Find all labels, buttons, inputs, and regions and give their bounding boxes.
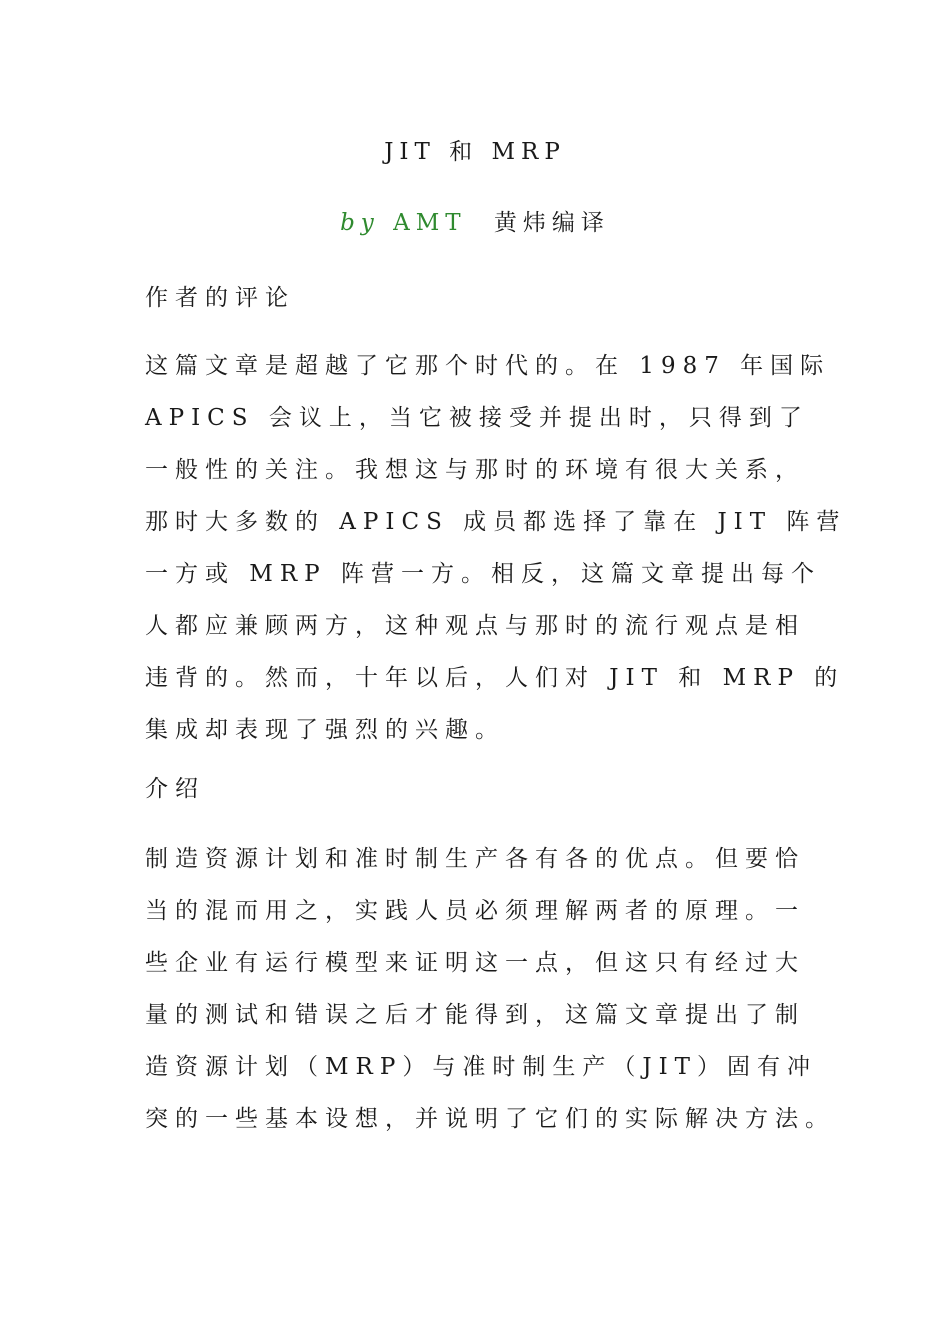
- paragraph-line: 当的混而用之，实践人员必须理解两者的原理。一: [145, 898, 805, 924]
- byline-by: by: [340, 210, 380, 236]
- document-title: JIT 和 MRP: [384, 139, 566, 165]
- paragraph-author-comment: [145, 350, 846, 766]
- paragraph-line: 集成却表现了强烈的兴趣。: [145, 717, 505, 743]
- byline-org: AMT: [393, 210, 467, 236]
- byline-author: 黄炜编译: [493, 210, 610, 236]
- paragraph-line: APICS 会议上，当它被接受并提出时，只得到了: [145, 405, 809, 431]
- paragraph-line: 一方或 MRP 阵营一方。相反，这篇文章提出每个: [145, 561, 821, 587]
- paragraph-line: 违背的。然而，十年以后，人们对 JIT 和 MRP 的: [145, 665, 845, 691]
- section-heading-author-comment: 作者的评论: [145, 285, 295, 311]
- paragraph-introduction: [145, 843, 835, 1155]
- paragraph-line: 量的测试和错误之后才能得到，这篇文章提出了制: [145, 1002, 805, 1028]
- paragraph-line: 那时大多数的 APICS 成员都选择了靠在 JIT 阵营: [145, 509, 847, 535]
- paragraph-line: 一般性的关注。我想这与那时的环境有很大关系，: [145, 457, 805, 483]
- paragraph-line: 人都应兼顾两方，这种观点与那时的流行观点是相: [145, 613, 805, 639]
- paragraph-line: 制造资源计划和准时制生产各有各的优点。但要恰: [145, 846, 805, 872]
- paragraph-line: 这篇文章是超越了它那个时代的。在 1987 年国际: [145, 353, 831, 379]
- section-heading-introduction: 介绍: [145, 776, 205, 802]
- byline: [0, 207, 950, 239]
- paragraph-line: 突的一些基本设想，并说明了它们的实际解决方法。: [145, 1106, 835, 1132]
- paragraph-line: 些企业有运行模型来证明这一点，但这只有经过大: [145, 950, 805, 976]
- paragraph-line: 造资源计划（MRP）与准时制生产（JIT）固有冲: [145, 1054, 817, 1080]
